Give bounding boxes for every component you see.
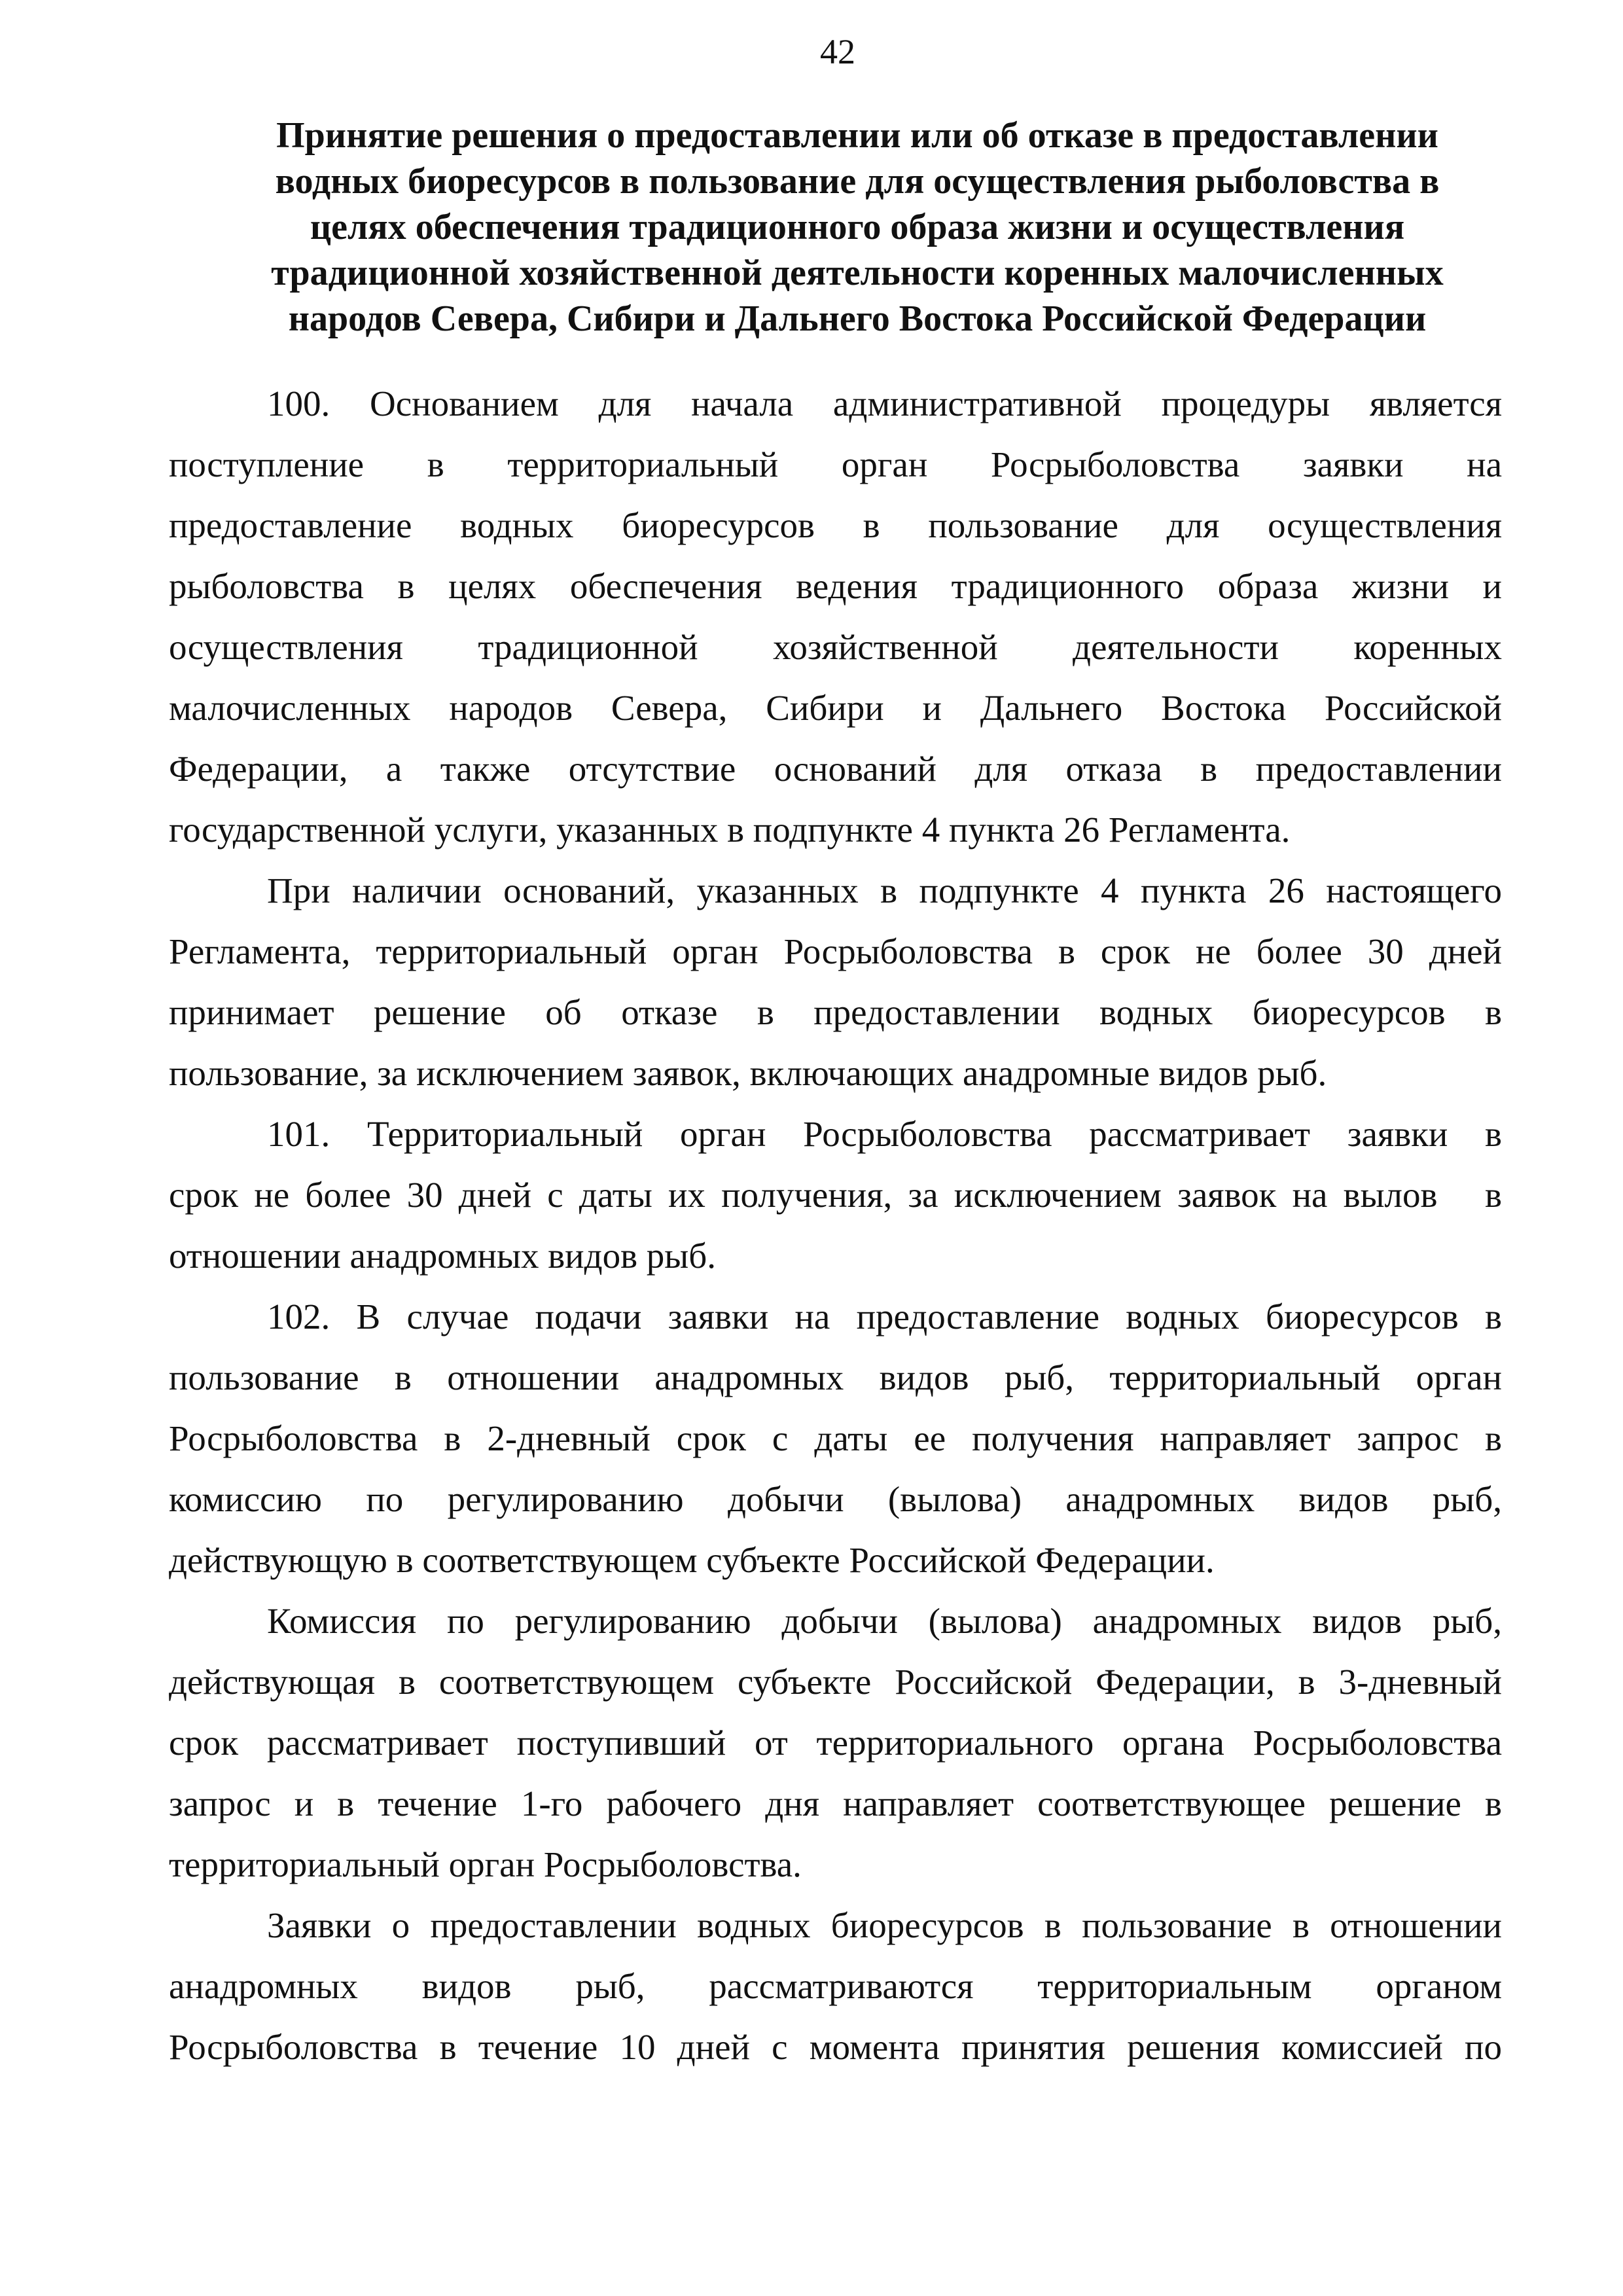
text-line: поступление в территориальный орган Росрыболовства заявки на xyxy=(169,444,1502,484)
text-line: рыболовства в целях обеспечения ведения традиционного образа жизни и xyxy=(169,566,1502,606)
text-line: 100. Основанием для начала административной процедуры является xyxy=(267,384,1502,423)
text-line: малочисленных народов Севера, Сибири и Дальнего Востока Российской xyxy=(169,688,1502,728)
text-line: пользование в отношении анадромных видов рыб, территориальный орган xyxy=(169,1357,1502,1397)
text-line: осуществления традиционной хозяйственной деятельности коренных xyxy=(169,627,1502,667)
paragraph-100 xyxy=(169,373,1502,860)
text-line: срок рассматривает поступивший от территориального органа Росрыболовства xyxy=(169,1723,1502,1763)
text-line: действующая в соответствующем субъекте Российской Федерации, в 3-дневный xyxy=(169,1662,1502,1702)
text-line: отношении анадромных видов рыб. xyxy=(169,1236,716,1276)
text-line: пользование, за исключением заявок, включающих анадромные видов рыб. xyxy=(169,1053,1327,1093)
text-line: комиссию по регулированию добычи (вылова) анадромных видов рыб, xyxy=(169,1479,1502,1519)
paragraph-grounds xyxy=(169,860,1502,1103)
text-line: государственной услуги, указанных в подпункте 4 пункта 26 Регламента. xyxy=(169,810,1291,850)
text-line: анадромных видов рыб, рассматриваются территориальным органом xyxy=(169,1966,1502,2006)
section-heading xyxy=(196,113,1518,342)
text-line: При наличии оснований, указанных в подпункте 4 пункта 26 настоящего xyxy=(267,870,1502,910)
text-line: 102. В случае подачи заявки на предоставление водных биоресурсов в xyxy=(267,1297,1502,1336)
text-line: территориальный орган Росрыболовства. xyxy=(169,1844,802,1884)
text-line: срок не более 30 дней с даты их получения, за исключением заявок на вылов в xyxy=(169,1175,1502,1215)
heading-line: водных биоресурсов в пользование для осуществления рыболовства в xyxy=(275,161,1440,202)
text-line: Регламента, территориальный орган Росрыболовства в срок не более 30 дней xyxy=(169,931,1502,971)
paragraph-101 xyxy=(169,1103,1502,1286)
text-line: запрос и в течение 1-го рабочего дня направляет соответствующее решение в xyxy=(169,1784,1502,1823)
paragraph-applications xyxy=(169,1895,1502,2077)
heading-line: традиционной хозяйственной деятельности коренных малочисленных xyxy=(271,253,1444,293)
text-line: принимает решение об отказе в предоставлении водных биоресурсов в xyxy=(169,992,1502,1032)
text-line: Заявки о предоставлении водных биоресурсов в пользование в отношении xyxy=(267,1905,1502,1945)
text-line: Федерации, а также отсутствие оснований для отказа в предоставлении xyxy=(169,749,1502,789)
text-line: Росрыболовства в 2-дневный срок с даты ее получения направляет запрос в xyxy=(169,1418,1502,1458)
paragraph-102 xyxy=(169,1286,1502,1590)
heading-line: целях обеспечения традиционного образа жизни и осуществления xyxy=(310,207,1405,247)
text-line: Росрыболовства в течение 10 дней с момента принятия решения комиссией по xyxy=(169,2027,1502,2067)
text-line: Комиссия по регулированию добычи (вылова) анадромных видов рыб, xyxy=(267,1601,1502,1641)
heading-line: народов Севера, Сибири и Дальнего Востока Российской Федерации xyxy=(288,298,1427,339)
text-line: 101. Территориальный орган Росрыболовства рассматривает заявки в xyxy=(267,1114,1502,1154)
text-line: предоставление водных биоресурсов в пользование для осуществления xyxy=(169,505,1502,545)
text-line: действующую в соответствующем субъекте Российской Федерации. xyxy=(169,1540,1215,1580)
paragraph-commission xyxy=(169,1590,1502,1895)
document-body xyxy=(169,373,1502,2077)
heading-line: Принятие решения о предоставлении или об отказе в предоставлении xyxy=(276,115,1438,156)
page-number: 42 xyxy=(820,32,855,71)
